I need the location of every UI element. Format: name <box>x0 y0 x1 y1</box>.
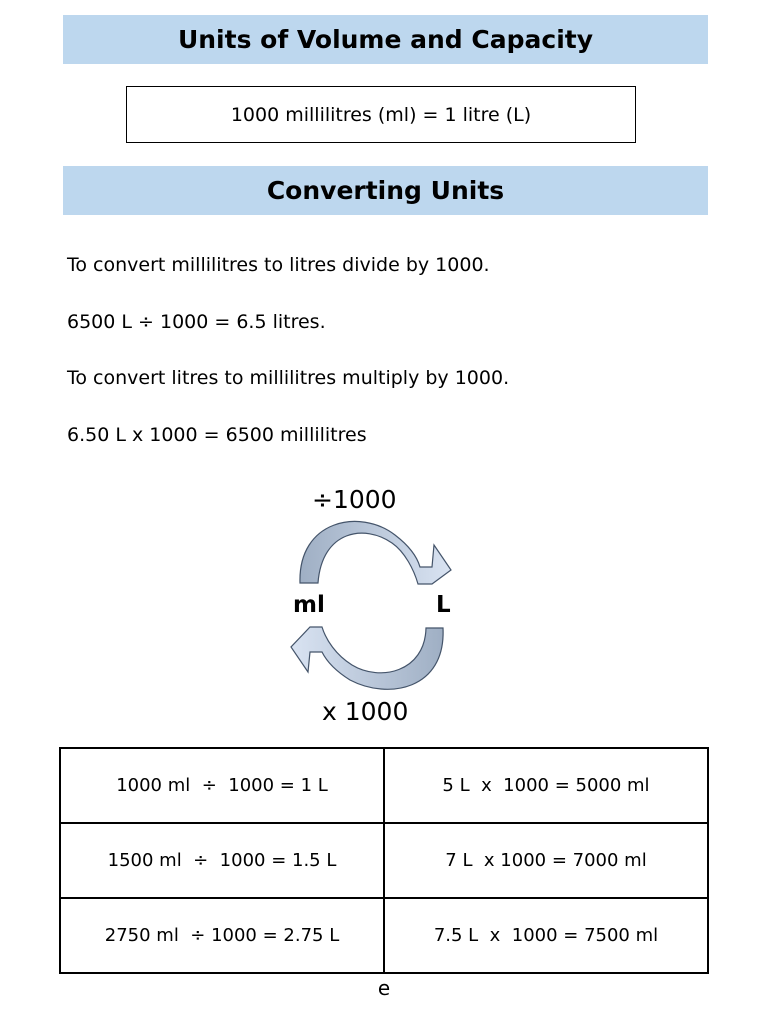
multiply-arrow-icon <box>291 627 443 689</box>
page-title: Units of Volume and Capacity <box>177 25 594 54</box>
conversion-table <box>59 747 709 974</box>
multiply-label: x 1000 <box>322 697 409 726</box>
table-cell: 7.5 L x 1000 = 7500 ml <box>384 898 708 973</box>
table-cell: 5 L x 1000 = 5000 ml <box>384 748 708 823</box>
paragraph-divide-example: 6500 L ÷ 1000 = 6.5 litres. <box>67 311 326 333</box>
divide-arrow-icon <box>300 521 451 584</box>
paragraph-divide-rule: To convert millilitres to litres divide by 1000. <box>67 254 490 276</box>
page-title-banner <box>63 15 708 64</box>
section-title-banner <box>63 166 708 215</box>
table-cell: 1500 ml ÷ 1000 = 1.5 L <box>60 823 384 898</box>
ml-unit-label: ml <box>293 592 325 618</box>
fact-box <box>126 86 636 143</box>
table-cell: 1000 ml ÷ 1000 = 1 L <box>60 748 384 823</box>
litre-unit-label: L <box>436 592 451 618</box>
paragraph-multiply-rule: To convert litres to millilitres multiply by 1000. <box>67 367 510 389</box>
table-row <box>60 898 708 973</box>
paragraph-multiply-example: 6.50 L x 1000 = 6500 millilitres <box>67 424 367 446</box>
fact-text: 1000 millilitres (ml) = 1 litre (L) <box>230 103 532 126</box>
table-cell: 7 L x 1000 = 7000 ml <box>384 823 708 898</box>
section-title: Converting Units <box>266 176 505 205</box>
page-footer: e <box>377 976 391 1000</box>
table-cell: 2750 ml ÷ 1000 = 2.75 L <box>60 898 384 973</box>
table-row <box>60 748 708 823</box>
table-row <box>60 823 708 898</box>
divide-label: ÷1000 <box>312 485 397 514</box>
